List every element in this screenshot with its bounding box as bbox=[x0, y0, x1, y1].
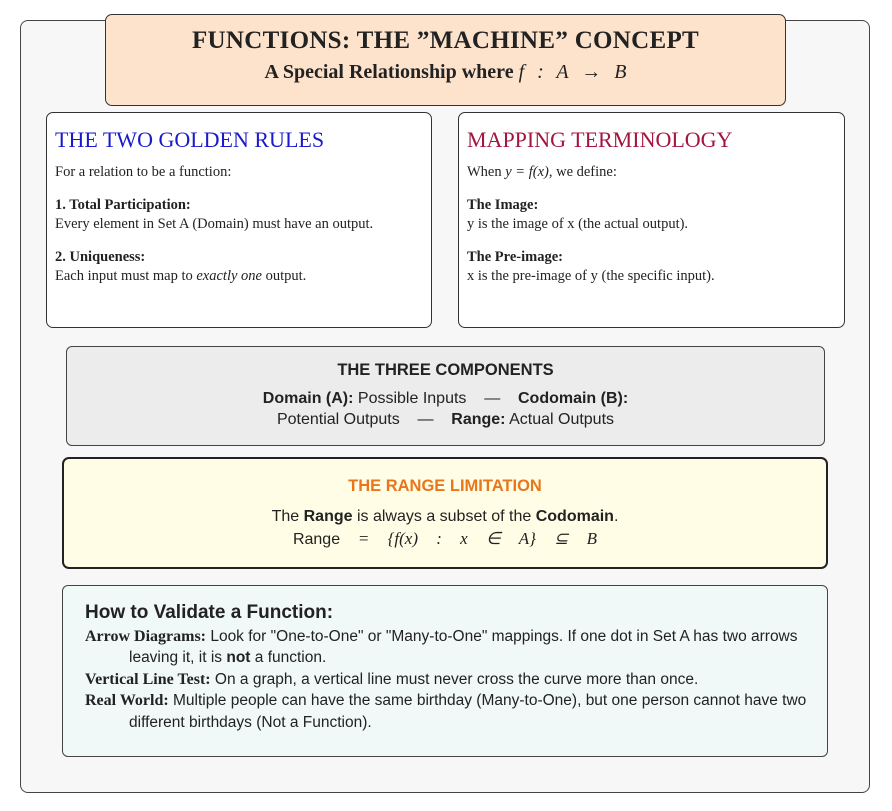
item-bold: not bbox=[226, 649, 251, 666]
range-limitation-title: THE RANGE LIMITATION bbox=[348, 477, 542, 495]
page-subtitle bbox=[106, 61, 785, 84]
components-box bbox=[66, 346, 825, 446]
range-label: Range: bbox=[451, 411, 506, 428]
range-text: Actual Outputs bbox=[509, 411, 615, 428]
validate-item bbox=[85, 669, 807, 691]
item-label: Vertical Line Test: bbox=[85, 670, 211, 688]
golden-rules-card bbox=[46, 112, 432, 328]
preimage-def bbox=[467, 248, 836, 286]
terminology-card bbox=[458, 112, 845, 328]
rule-1-label: 1. Total Participation: bbox=[55, 197, 191, 213]
item-text: Look for "One-to-One" or "Many-to-One" mappings. If one dot in Set A has two arrows leaving it, it is bbox=[129, 627, 798, 666]
s5: . bbox=[613, 508, 619, 525]
separator: — bbox=[484, 390, 501, 407]
separator: — bbox=[417, 411, 434, 428]
domain-label: Domain (A): bbox=[262, 390, 354, 407]
header-box bbox=[105, 14, 786, 106]
image-def bbox=[467, 196, 836, 234]
range-formula bbox=[64, 528, 826, 551]
image-label: The Image: bbox=[467, 197, 539, 213]
s3: is always a subset of the bbox=[352, 508, 536, 525]
item-post: a function. bbox=[250, 649, 327, 666]
intro-pre: When bbox=[467, 164, 506, 180]
terminology-intro bbox=[467, 163, 836, 182]
image-text: y is the image of x (the actual output). bbox=[467, 216, 689, 232]
validate-item bbox=[85, 690, 807, 733]
formula-label: Range bbox=[292, 531, 341, 548]
golden-rules-title: THE TWO GOLDEN RULES bbox=[55, 127, 325, 152]
terminology-title: MAPPING TERMINOLOGY bbox=[467, 127, 733, 152]
rule-2-pre: Each input must map to bbox=[55, 268, 197, 284]
s2: Range bbox=[303, 508, 353, 525]
validate-box bbox=[62, 585, 828, 757]
rule-1-text: Every element in Set A (Domain) must have an output. bbox=[55, 216, 374, 232]
golden-rules-intro: For a relation to be a function: bbox=[55, 164, 232, 180]
components-title: THE THREE COMPONENTS bbox=[337, 361, 554, 379]
item-text: Multiple people can have the same birthday (Many-to-One), but one person cannot have two different birthdays (Not a Function). bbox=[129, 692, 807, 731]
components-line-2 bbox=[67, 409, 824, 430]
subtitle-text: A Special Relationship where bbox=[264, 61, 514, 83]
rule-2-emphasis: exactly one bbox=[196, 268, 262, 284]
validate-item bbox=[85, 626, 807, 669]
intro-post: , we define: bbox=[548, 164, 617, 180]
s4: Codomain bbox=[535, 508, 614, 525]
preimage-text: x is the pre-image of y (the specific input). bbox=[467, 268, 715, 284]
intro-math: y = f(x) bbox=[505, 164, 549, 180]
rule-2-label: 2. Uniqueness: bbox=[55, 249, 146, 265]
range-statement bbox=[64, 506, 826, 528]
rule-1 bbox=[55, 196, 423, 234]
domain-text: Possible Inputs bbox=[357, 390, 467, 407]
codomain-label: Codomain (B): bbox=[517, 390, 629, 407]
page-title: FUNCTIONS: THE ”MACHINE” CONCEPT bbox=[191, 27, 700, 54]
preimage-label: The Pre-image: bbox=[467, 249, 563, 265]
rule-2-post: output. bbox=[261, 268, 307, 284]
subtitle-math: f : A → B bbox=[518, 61, 627, 83]
item-text: On a graph, a vertical line must never cross the curve more than once. bbox=[210, 670, 699, 688]
components-line-1 bbox=[67, 388, 824, 409]
item-label: Real World: bbox=[85, 692, 169, 709]
codomain-text: Potential Outputs bbox=[276, 411, 400, 428]
s1: The bbox=[271, 508, 304, 525]
validate-title: How to Validate a Function: bbox=[85, 602, 334, 623]
rule-2 bbox=[55, 248, 423, 286]
range-limitation-box bbox=[62, 457, 828, 569]
formula-math: = {f(x) : x ∈ A} ⊆ B bbox=[357, 529, 598, 548]
item-label: Arrow Diagrams: bbox=[85, 627, 207, 645]
